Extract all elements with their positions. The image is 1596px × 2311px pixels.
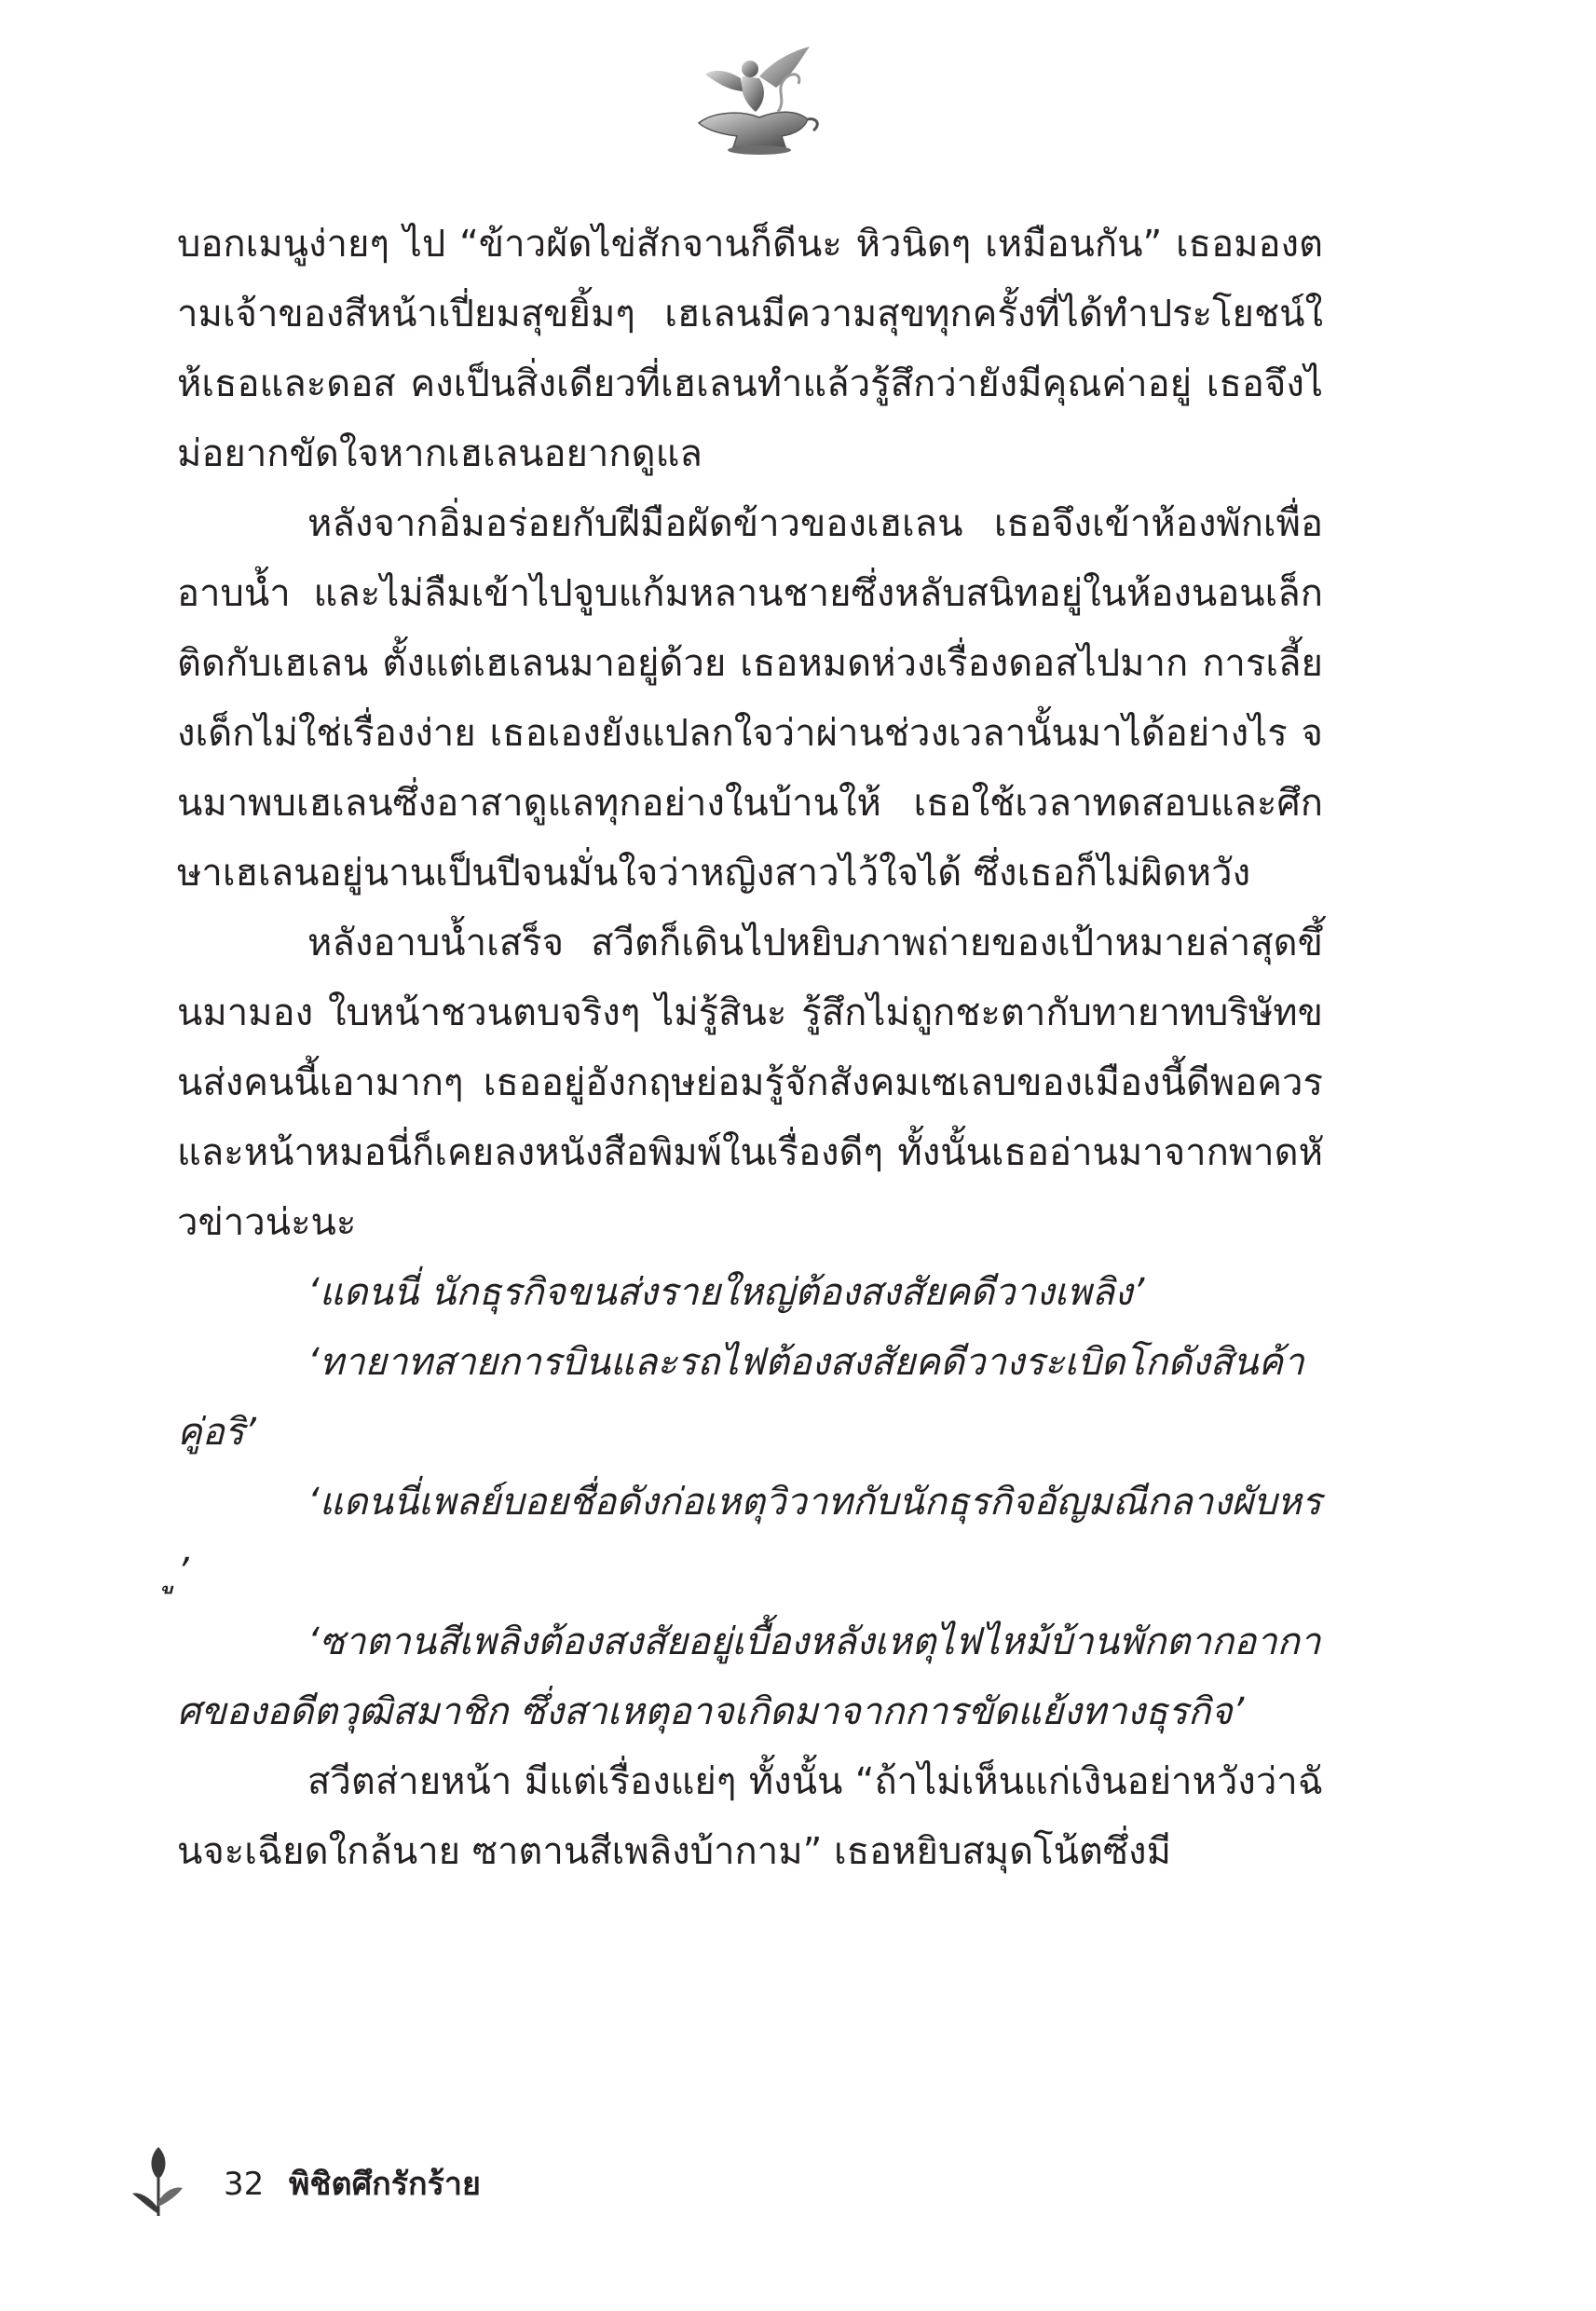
page-footer <box>130 2143 783 2218</box>
headline-quote-4: ‘ซาตานสีเพลิงต้องสงสัยอยู่เบื้องหลังเหตุไฟไหม้บ้านพักตากอากาศของอดีตวุฒิสมาชิก ซึ่งสาเหตุอาจเกิดมาจากการขัดแย้งทางธุรกิจ’ <box>177 1620 1321 1733</box>
headline-quote-2: ‘ทายาทสายการบินและรถไฟต้องสงสัยคดีวางระเบิดโกดังสินค้าคู่อริ’ <box>177 1341 1304 1454</box>
page-number: 32 <box>224 2166 265 2203</box>
book-title: พิชิตศึกรักร้าย <box>289 2166 481 2203</box>
paragraph-1: บอกเมนูง่ายๆ ไป “ข้าวผัดไข่สักจานก็ดีนะ หิวนิดๆ เหมือนกัน” เธอมองตามเจ้าของสีหน้าเปี่ยมสุขยิ้มๆ เฮเลนมีความสุขทุกครั้งที่ได้ทำประโยชน์ให้เธอและดอส คงเป็นสิ่งเดียวที่เฮเลนทำแล้วรู้สึกว่ายังมีคุณค่าอยู่ เธอจึงไม่อยากขัดใจหากเฮเลนอยากดูแล <box>177 223 1323 475</box>
headline-quote-3: ‘แดนนี่เพลย์บอยชื่อดังก่อเหตุวิวาทกับนักธุรกิจอัญมณีกลางผับหรู’ <box>177 1481 1322 1593</box>
paragraph-4: สวีตส่ายหน้า มีแต่เรื่องแย่ๆ ทั้งนั้น “ถ้าไม่เห็นแก่เงินอย่าหวังว่าฉันจะเฉียดใกล้นาย ซาตานสีเพลิงบ้ากาม” เธอหยิบสมุดโน้ตซึ่งมี <box>177 1760 1323 1873</box>
paragraph-3: หลังอาบน้ำเสร็จ สวีตก็เดินไปหยิบภาพถ่ายของเป้าหมายล่าสุดขึ้นมามอง ใบหน้าชวนตบจริงๆ ไม่รู้สินะ รู้สึกไม่ถูกชะตากับทายาทบริษัทขนส่งคนนี้เอามากๆ เธออยู่อังกฤษย่อมรู้จักสังคมเซเลบของเมืองนี้ดีพอควร และหน้าหมอนี่ก็เคยลงหนังสือพิมพ์ในเรื่องดีๆ ทั้งนั้นเธออ่านมาจากพาดหัวข่าวน่ะนะ <box>177 922 1323 1244</box>
headline-quote-1: ‘แดนนี่ นักธุรกิจขนส่งรายใหญ่ต้องสงสัยคดีวางเพลิง’ <box>307 1271 1145 1314</box>
body-text <box>177 210 1323 1887</box>
paragraph-2: หลังจากอิ่มอร่อยกับฝีมือผัดข้าวของเฮเลน เธอจึงเข้าห้องพักเพื่ออาบน้ำ และไม่ลืมเข้าไปจูบแก้มหลานชายซึ่งหลับสนิทอยู่ในห้องนอนเล็กติดกับเฮเลน ตั้งแต่เฮเลนมาอยู่ด้วย เธอหมดห่วงเรื่องดอสไปมาก การเลี้ยงเด็กไม่ใช่เรื่องง่าย เธอเองยังแปลกใจว่าผ่านช่วงเวลานั้นมาได้อย่างไร จนมาพบเฮเลนซึ่งอาสาดูแลทุกอย่างในบ้านให้ เธอใช้เวลาทดสอบและศึกษาเฮเลนอยู่นานเป็นปีจนมั่นใจว่าหญิงสาวไว้ใจได้ ซึ่งเธอก็ไม่ผิดหวัง <box>177 502 1323 895</box>
tulip-icon <box>130 2143 186 2218</box>
cupid-lamp-ornament-icon <box>685 37 825 168</box>
